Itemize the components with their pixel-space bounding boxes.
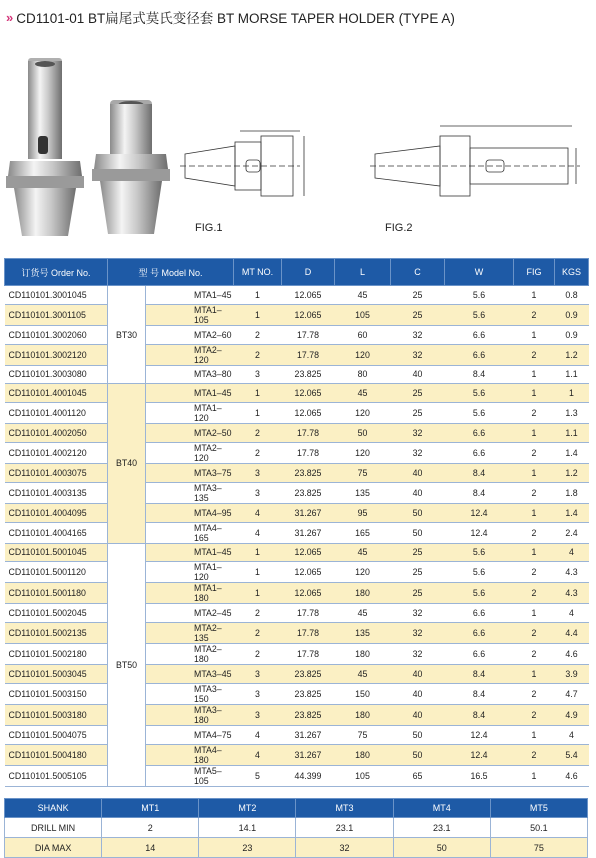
c-cell: 50 xyxy=(391,725,445,744)
l-cell: 45 xyxy=(335,665,391,684)
shank-col-mt3: MT3 xyxy=(296,799,393,818)
w-cell: 8.4 xyxy=(445,704,514,725)
shank-cell: 23.1 xyxy=(296,818,393,838)
order-no-cell: CD110101.5001180 xyxy=(5,583,108,604)
c-cell: 40 xyxy=(391,704,445,725)
fig-cell: 1 xyxy=(514,604,555,623)
col-fig: FIG xyxy=(514,259,555,286)
d-cell: 31.267 xyxy=(282,744,335,765)
mt-no-cell: 2 xyxy=(234,442,282,463)
model-no-cell: MTA1–45 xyxy=(146,286,234,305)
shank-table xyxy=(4,798,588,858)
mt-no-cell: 1 xyxy=(234,304,282,325)
order-no-cell: CD110101.3001105 xyxy=(5,304,108,325)
table-row xyxy=(5,503,589,522)
table-row xyxy=(5,325,589,344)
c-cell: 25 xyxy=(391,384,445,403)
product-photos-and-drawings xyxy=(0,36,596,246)
order-no-cell: CD110101.5002180 xyxy=(5,644,108,665)
kgs-cell: 4 xyxy=(555,725,589,744)
l-cell: 120 xyxy=(335,403,391,424)
kgs-cell: 0.9 xyxy=(555,304,589,325)
model-no-cell: MTA4–95 xyxy=(146,503,234,522)
order-no-cell: CD110101.5003150 xyxy=(5,683,108,704)
l-cell: 50 xyxy=(335,424,391,443)
l-cell: 135 xyxy=(335,623,391,644)
mt-no-cell: 3 xyxy=(234,463,282,482)
table-row xyxy=(5,482,589,503)
w-cell: 5.6 xyxy=(445,304,514,325)
d-cell: 31.267 xyxy=(282,725,335,744)
c-cell: 50 xyxy=(391,744,445,765)
table-row xyxy=(5,623,589,644)
model-no-cell: MTA2–60 xyxy=(146,325,234,344)
kgs-cell: 4.6 xyxy=(555,765,589,786)
kgs-cell: 4.4 xyxy=(555,623,589,644)
holder-spec-table xyxy=(4,258,589,787)
mt-no-cell: 2 xyxy=(234,344,282,365)
model-no-cell: MTA2–120 xyxy=(146,442,234,463)
l-cell: 180 xyxy=(335,583,391,604)
c-cell: 25 xyxy=(391,583,445,604)
d-cell: 12.065 xyxy=(282,543,335,562)
shank-col-label: SHANK xyxy=(5,799,102,818)
fig-cell: 1 xyxy=(514,765,555,786)
kgs-cell: 1.3 xyxy=(555,403,589,424)
mt-no-cell: 1 xyxy=(234,543,282,562)
table-body xyxy=(5,286,589,787)
fig-cell: 2 xyxy=(514,583,555,604)
shank-group-cell: BT30 xyxy=(108,286,146,384)
table-row xyxy=(5,644,589,665)
l-cell: 165 xyxy=(335,522,391,543)
c-cell: 40 xyxy=(391,482,445,503)
table-row xyxy=(5,522,589,543)
table-row xyxy=(5,562,589,583)
col-c: C xyxy=(391,259,445,286)
c-cell: 40 xyxy=(391,683,445,704)
l-cell: 120 xyxy=(335,562,391,583)
table-row xyxy=(5,304,589,325)
fig2-drawing xyxy=(370,126,580,196)
fig-cell: 2 xyxy=(514,744,555,765)
d-cell: 23.825 xyxy=(282,665,335,684)
l-cell: 105 xyxy=(335,765,391,786)
model-no-cell: MTA2–120 xyxy=(146,344,234,365)
c-cell: 40 xyxy=(391,463,445,482)
kgs-cell: 0.9 xyxy=(555,325,589,344)
chevron-icon: » xyxy=(6,9,11,25)
c-cell: 50 xyxy=(391,522,445,543)
w-cell: 5.6 xyxy=(445,286,514,305)
w-cell: 16.5 xyxy=(445,765,514,786)
kgs-cell: 4 xyxy=(555,543,589,562)
kgs-cell: 5.4 xyxy=(555,744,589,765)
l-cell: 45 xyxy=(335,286,391,305)
fig1-drawing xyxy=(180,131,304,196)
w-cell: 6.6 xyxy=(445,623,514,644)
model-no-cell: MTA1–180 xyxy=(146,583,234,604)
w-cell: 12.4 xyxy=(445,503,514,522)
w-cell: 5.6 xyxy=(445,384,514,403)
l-cell: 150 xyxy=(335,683,391,704)
d-cell: 23.825 xyxy=(282,365,335,384)
kgs-cell: 2.4 xyxy=(555,522,589,543)
table-row xyxy=(5,344,589,365)
w-cell: 6.6 xyxy=(445,344,514,365)
c-cell: 32 xyxy=(391,644,445,665)
table-row xyxy=(5,604,589,623)
shank-cell: 50.1 xyxy=(490,818,587,838)
mt-no-cell: 3 xyxy=(234,482,282,503)
d-cell: 17.78 xyxy=(282,344,335,365)
shank-col-mt2: MT2 xyxy=(199,799,296,818)
d-cell: 17.78 xyxy=(282,442,335,463)
model-no-cell: MTA1–105 xyxy=(146,304,234,325)
table-header-row xyxy=(5,259,589,286)
model-no-cell: MTA2–45 xyxy=(146,604,234,623)
title-text: CD1101-01 BT扁尾式莫氏变径套 BT MORSE TAPER HOLDER (TYPE A) xyxy=(16,11,455,26)
w-cell: 6.6 xyxy=(445,325,514,344)
fig-cell: 1 xyxy=(514,503,555,522)
d-cell: 12.065 xyxy=(282,403,335,424)
c-cell: 32 xyxy=(391,344,445,365)
table-row xyxy=(5,665,589,684)
l-cell: 180 xyxy=(335,644,391,665)
d-cell: 17.78 xyxy=(282,623,335,644)
mt-no-cell: 1 xyxy=(234,583,282,604)
fig-cell: 2 xyxy=(514,482,555,503)
order-no-cell: CD110101.5003045 xyxy=(5,665,108,684)
model-no-cell: MTA3–75 xyxy=(146,463,234,482)
col-l: L xyxy=(335,259,391,286)
model-no-cell: MTA3–80 xyxy=(146,365,234,384)
col-mt-no: MT NO. xyxy=(234,259,282,286)
order-no-cell: CD110101.4003075 xyxy=(5,463,108,482)
order-no-cell: CD110101.4002120 xyxy=(5,442,108,463)
d-cell: 23.825 xyxy=(282,683,335,704)
table-row xyxy=(5,463,589,482)
kgs-cell: 4.6 xyxy=(555,644,589,665)
mt-no-cell: 3 xyxy=(234,683,282,704)
table-row xyxy=(5,583,589,604)
c-cell: 32 xyxy=(391,623,445,644)
shank-row-dia-max xyxy=(5,838,588,858)
mt-no-cell: 2 xyxy=(234,424,282,443)
shank-group-cell: BT40 xyxy=(108,384,146,543)
table-row xyxy=(5,384,589,403)
fig-cell: 2 xyxy=(514,304,555,325)
mt-no-cell: 4 xyxy=(234,744,282,765)
d-cell: 17.78 xyxy=(282,424,335,443)
fig2-label: FIG.2 xyxy=(385,222,413,234)
model-no-cell: MTA2–135 xyxy=(146,623,234,644)
kgs-cell: 4.3 xyxy=(555,583,589,604)
col-w: W xyxy=(445,259,514,286)
fig-cell: 2 xyxy=(514,403,555,424)
mt-no-cell: 1 xyxy=(234,286,282,305)
d-cell: 23.825 xyxy=(282,704,335,725)
model-no-cell: MTA1–45 xyxy=(146,543,234,562)
shank-cell: 2 xyxy=(102,818,199,838)
page-title xyxy=(6,6,455,28)
d-cell: 31.267 xyxy=(282,503,335,522)
order-no-cell: CD110101.5003180 xyxy=(5,704,108,725)
order-no-cell: CD110101.5004180 xyxy=(5,744,108,765)
w-cell: 8.4 xyxy=(445,365,514,384)
fig-cell: 1 xyxy=(514,365,555,384)
order-no-cell: CD110101.5002135 xyxy=(5,623,108,644)
c-cell: 25 xyxy=(391,403,445,424)
fig-cell: 2 xyxy=(514,562,555,583)
fig-cell: 2 xyxy=(514,442,555,463)
w-cell: 6.6 xyxy=(445,442,514,463)
kgs-cell: 1.4 xyxy=(555,442,589,463)
model-no-cell: MTA3–45 xyxy=(146,665,234,684)
table-row xyxy=(5,725,589,744)
l-cell: 180 xyxy=(335,744,391,765)
order-no-cell: CD110101.4001045 xyxy=(5,384,108,403)
w-cell: 12.4 xyxy=(445,522,514,543)
shank-cell: 14.1 xyxy=(199,818,296,838)
table-row xyxy=(5,365,589,384)
shank-header-row xyxy=(5,799,588,818)
shank-cell: DRILL MIN xyxy=(5,818,102,838)
model-no-cell: MTA3–180 xyxy=(146,704,234,725)
fig-cell: 1 xyxy=(514,325,555,344)
shank-col-mt5: MT5 xyxy=(490,799,587,818)
mt-no-cell: 2 xyxy=(234,644,282,665)
order-no-cell: CD110101.3001045 xyxy=(5,286,108,305)
fig-cell: 2 xyxy=(514,683,555,704)
d-cell: 23.825 xyxy=(282,463,335,482)
mt-no-cell: 5 xyxy=(234,765,282,786)
kgs-cell: 1.2 xyxy=(555,344,589,365)
col-model-no: 型 号 Model No. xyxy=(108,259,234,286)
model-no-cell: MTA4–165 xyxy=(146,522,234,543)
model-no-cell: MTA2–180 xyxy=(146,644,234,665)
d-cell: 12.065 xyxy=(282,304,335,325)
table-row xyxy=(5,683,589,704)
fig-cell: 2 xyxy=(514,644,555,665)
kgs-cell: 3.9 xyxy=(555,665,589,684)
model-no-cell: MTA3–135 xyxy=(146,482,234,503)
c-cell: 40 xyxy=(391,665,445,684)
w-cell: 6.6 xyxy=(445,424,514,443)
d-cell: 17.78 xyxy=(282,604,335,623)
c-cell: 50 xyxy=(391,503,445,522)
model-no-cell: MTA4–180 xyxy=(146,744,234,765)
order-no-cell: CD110101.4003135 xyxy=(5,482,108,503)
mt-no-cell: 2 xyxy=(234,325,282,344)
w-cell: 6.6 xyxy=(445,644,514,665)
kgs-cell: 1.1 xyxy=(555,365,589,384)
mt-no-cell: 2 xyxy=(234,604,282,623)
l-cell: 120 xyxy=(335,344,391,365)
c-cell: 25 xyxy=(391,304,445,325)
mt-no-cell: 4 xyxy=(234,725,282,744)
shank-cell: 23.1 xyxy=(393,818,490,838)
fig-cell: 1 xyxy=(514,424,555,443)
shank-cell: 32 xyxy=(296,838,393,858)
shank-row-drill-min xyxy=(5,818,588,838)
mt-no-cell: 3 xyxy=(234,704,282,725)
order-no-cell: CD110101.3003080 xyxy=(5,365,108,384)
model-no-cell: MTA4–75 xyxy=(146,725,234,744)
model-no-cell: MTA3–150 xyxy=(146,683,234,704)
model-no-cell: MTA5–105 xyxy=(146,765,234,786)
w-cell: 12.4 xyxy=(445,725,514,744)
order-no-cell: CD110101.5002045 xyxy=(5,604,108,623)
d-cell: 23.825 xyxy=(282,482,335,503)
holder-photo-2 xyxy=(92,100,170,234)
fig-cell: 1 xyxy=(514,384,555,403)
table-row xyxy=(5,424,589,443)
l-cell: 45 xyxy=(335,543,391,562)
col-kgs: KGS xyxy=(555,259,589,286)
fig-cell: 2 xyxy=(514,623,555,644)
order-no-cell: CD110101.5005105 xyxy=(5,765,108,786)
mt-no-cell: 3 xyxy=(234,665,282,684)
shank-col-mt4: MT4 xyxy=(393,799,490,818)
c-cell: 65 xyxy=(391,765,445,786)
w-cell: 5.6 xyxy=(445,543,514,562)
fig-cell: 2 xyxy=(514,522,555,543)
mt-no-cell: 1 xyxy=(234,562,282,583)
fig-cell: 1 xyxy=(514,665,555,684)
order-no-cell: CD110101.5001045 xyxy=(5,543,108,562)
model-no-cell: MTA1–45 xyxy=(146,384,234,403)
order-no-cell: CD110101.4001120 xyxy=(5,403,108,424)
kgs-cell: 1.4 xyxy=(555,503,589,522)
fig-cell: 2 xyxy=(514,704,555,725)
mt-no-cell: 4 xyxy=(234,503,282,522)
table-row xyxy=(5,543,589,562)
model-no-cell: MTA1–120 xyxy=(146,403,234,424)
kgs-cell: 1.8 xyxy=(555,482,589,503)
l-cell: 80 xyxy=(335,365,391,384)
kgs-cell: 4.3 xyxy=(555,562,589,583)
d-cell: 44.399 xyxy=(282,765,335,786)
fig-cell: 1 xyxy=(514,286,555,305)
w-cell: 5.6 xyxy=(445,403,514,424)
d-cell: 17.78 xyxy=(282,325,335,344)
order-no-cell: CD110101.5004075 xyxy=(5,725,108,744)
fig-cell: 1 xyxy=(514,725,555,744)
table-row xyxy=(5,442,589,463)
w-cell: 5.6 xyxy=(445,583,514,604)
shank-cell: 23 xyxy=(199,838,296,858)
figure-area xyxy=(0,36,596,246)
order-no-cell: CD110101.5001120 xyxy=(5,562,108,583)
table-row xyxy=(5,744,589,765)
c-cell: 25 xyxy=(391,286,445,305)
c-cell: 32 xyxy=(391,325,445,344)
mt-no-cell: 2 xyxy=(234,623,282,644)
c-cell: 32 xyxy=(391,442,445,463)
d-cell: 12.065 xyxy=(282,286,335,305)
shank-cell: 50 xyxy=(393,838,490,858)
d-cell: 31.267 xyxy=(282,522,335,543)
c-cell: 40 xyxy=(391,365,445,384)
col-order-no: 订货号 Order No. xyxy=(5,259,108,286)
table-row xyxy=(5,286,589,305)
order-no-cell: CD110101.3002060 xyxy=(5,325,108,344)
holder-photo-1 xyxy=(6,58,84,236)
l-cell: 180 xyxy=(335,704,391,725)
kgs-cell: 1.1 xyxy=(555,424,589,443)
col-d: D xyxy=(282,259,335,286)
order-no-cell: CD110101.4002050 xyxy=(5,424,108,443)
fig-cell: 1 xyxy=(514,463,555,482)
order-no-cell: CD110101.4004165 xyxy=(5,522,108,543)
l-cell: 75 xyxy=(335,725,391,744)
table-row xyxy=(5,403,589,424)
l-cell: 120 xyxy=(335,442,391,463)
c-cell: 25 xyxy=(391,543,445,562)
table-row xyxy=(5,704,589,725)
kgs-cell: 1 xyxy=(555,384,589,403)
c-cell: 32 xyxy=(391,604,445,623)
d-cell: 17.78 xyxy=(282,644,335,665)
fig-cell: 1 xyxy=(514,543,555,562)
order-no-cell: CD110101.3002120 xyxy=(5,344,108,365)
model-no-cell: MTA1–120 xyxy=(146,562,234,583)
l-cell: 45 xyxy=(335,384,391,403)
fig1-label: FIG.1 xyxy=(195,222,223,234)
d-cell: 12.065 xyxy=(282,384,335,403)
d-cell: 12.065 xyxy=(282,562,335,583)
kgs-cell: 4.9 xyxy=(555,704,589,725)
d-cell: 12.065 xyxy=(282,583,335,604)
shank-cell: 75 xyxy=(490,838,587,858)
table-row xyxy=(5,765,589,786)
mt-no-cell: 1 xyxy=(234,384,282,403)
mt-no-cell: 4 xyxy=(234,522,282,543)
kgs-cell: 4.7 xyxy=(555,683,589,704)
l-cell: 95 xyxy=(335,503,391,522)
l-cell: 75 xyxy=(335,463,391,482)
mt-no-cell: 1 xyxy=(234,403,282,424)
kgs-cell: 4 xyxy=(555,604,589,623)
w-cell: 8.4 xyxy=(445,665,514,684)
shank-col-mt1: MT1 xyxy=(102,799,199,818)
c-cell: 25 xyxy=(391,562,445,583)
l-cell: 60 xyxy=(335,325,391,344)
l-cell: 105 xyxy=(335,304,391,325)
l-cell: 135 xyxy=(335,482,391,503)
kgs-cell: 1.2 xyxy=(555,463,589,482)
w-cell: 6.6 xyxy=(445,604,514,623)
w-cell: 5.6 xyxy=(445,562,514,583)
shank-cell: 14 xyxy=(102,838,199,858)
shank-group-cell: BT50 xyxy=(108,543,146,786)
w-cell: 8.4 xyxy=(445,463,514,482)
w-cell: 8.4 xyxy=(445,683,514,704)
kgs-cell: 0.8 xyxy=(555,286,589,305)
c-cell: 32 xyxy=(391,424,445,443)
w-cell: 8.4 xyxy=(445,482,514,503)
model-no-cell: MTA2–50 xyxy=(146,424,234,443)
mt-no-cell: 3 xyxy=(234,365,282,384)
w-cell: 12.4 xyxy=(445,744,514,765)
shank-cell: DIA MAX xyxy=(5,838,102,858)
order-no-cell: CD110101.4004095 xyxy=(5,503,108,522)
fig-cell: 2 xyxy=(514,344,555,365)
l-cell: 45 xyxy=(335,604,391,623)
